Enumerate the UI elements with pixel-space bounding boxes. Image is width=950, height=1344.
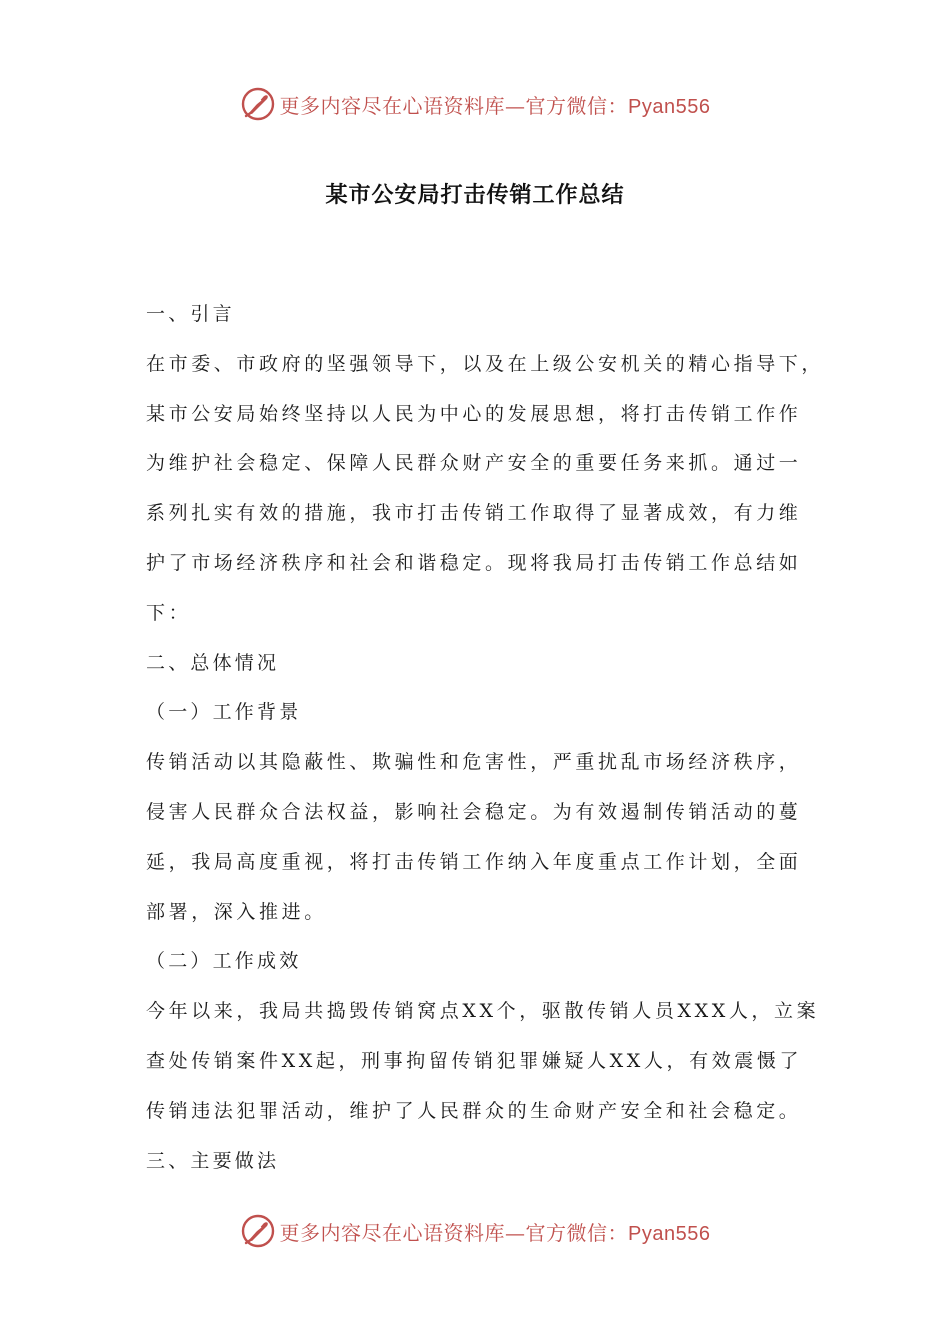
footer-watermark [0, 1211, 950, 1251]
paragraph-line: 传销活动以其隐蔽性、欺骗性和危害性，严重扰乱市场经济秩序， [146, 751, 802, 774]
document-title: 某市公安局打击传销工作总结 [325, 183, 625, 208]
watermark-text: 更多内容尽在心语资料库—官方微信：Pyan556 [279, 1220, 711, 1245]
paragraph-line: 今年以来，我局共捣毁传销窝点XX个，驱散传销人员XXX人，立案 [146, 1000, 820, 1023]
quill-logo-icon [240, 86, 276, 122]
paragraph-line: 护了市场经济秩序和社会和谐稳定。现将我局打击传销工作总结如 [146, 551, 802, 574]
paragraph-line: 延，我局高度重视，将打击传销工作纳入年度重点工作计划，全面 [146, 850, 802, 873]
header-watermark [0, 84, 950, 124]
paragraph-line: 部署，深入推进。 [146, 900, 327, 923]
paragraph-line: 在市委、市政府的坚强领导下，以及在上级公安机关的精心指导下， [146, 352, 825, 375]
section-heading: 三、主要做法 [146, 1149, 280, 1172]
section-heading: 一、引言 [146, 303, 235, 325]
paragraph-line: 侵害人民群众合法权益，影响社会稳定。为有效遏制传销活动的蔓 [146, 800, 802, 823]
quill-logo-icon [240, 1213, 276, 1249]
subsection-heading: （一）工作背景 [146, 701, 302, 724]
section-heading: 二、总体情况 [146, 651, 280, 674]
subsection-heading: （二）工作成效 [146, 950, 302, 973]
paragraph-line: 查处传销案件XX起，刑事拘留传销犯罪嫌疑人XX人，有效震慑了 [146, 1049, 803, 1072]
paragraph-line: 系列扎实有效的措施，我市打击传销工作取得了显著成效，有力维 [146, 502, 802, 525]
paragraph-line: 传销违法犯罪活动，维护了人民群众的生命财产安全和社会稳定。 [146, 1099, 802, 1122]
paragraph-line: 为维护社会稳定、保障人民群众财产安全的重要任务来抓。通过一 [146, 452, 802, 475]
paragraph-line: 某市公安局始终坚持以人民为中心的发展思想，将打击传销工作作 [146, 402, 802, 425]
watermark-wechat-id: Pyan556 [628, 95, 711, 118]
watermark-wechat-id: Pyan556 [628, 1222, 711, 1245]
paragraph-line: 下： [146, 601, 192, 624]
document-body [146, 290, 825, 1186]
watermark-text: 更多内容尽在心语资料库—官方微信：Pyan556 [279, 93, 711, 118]
